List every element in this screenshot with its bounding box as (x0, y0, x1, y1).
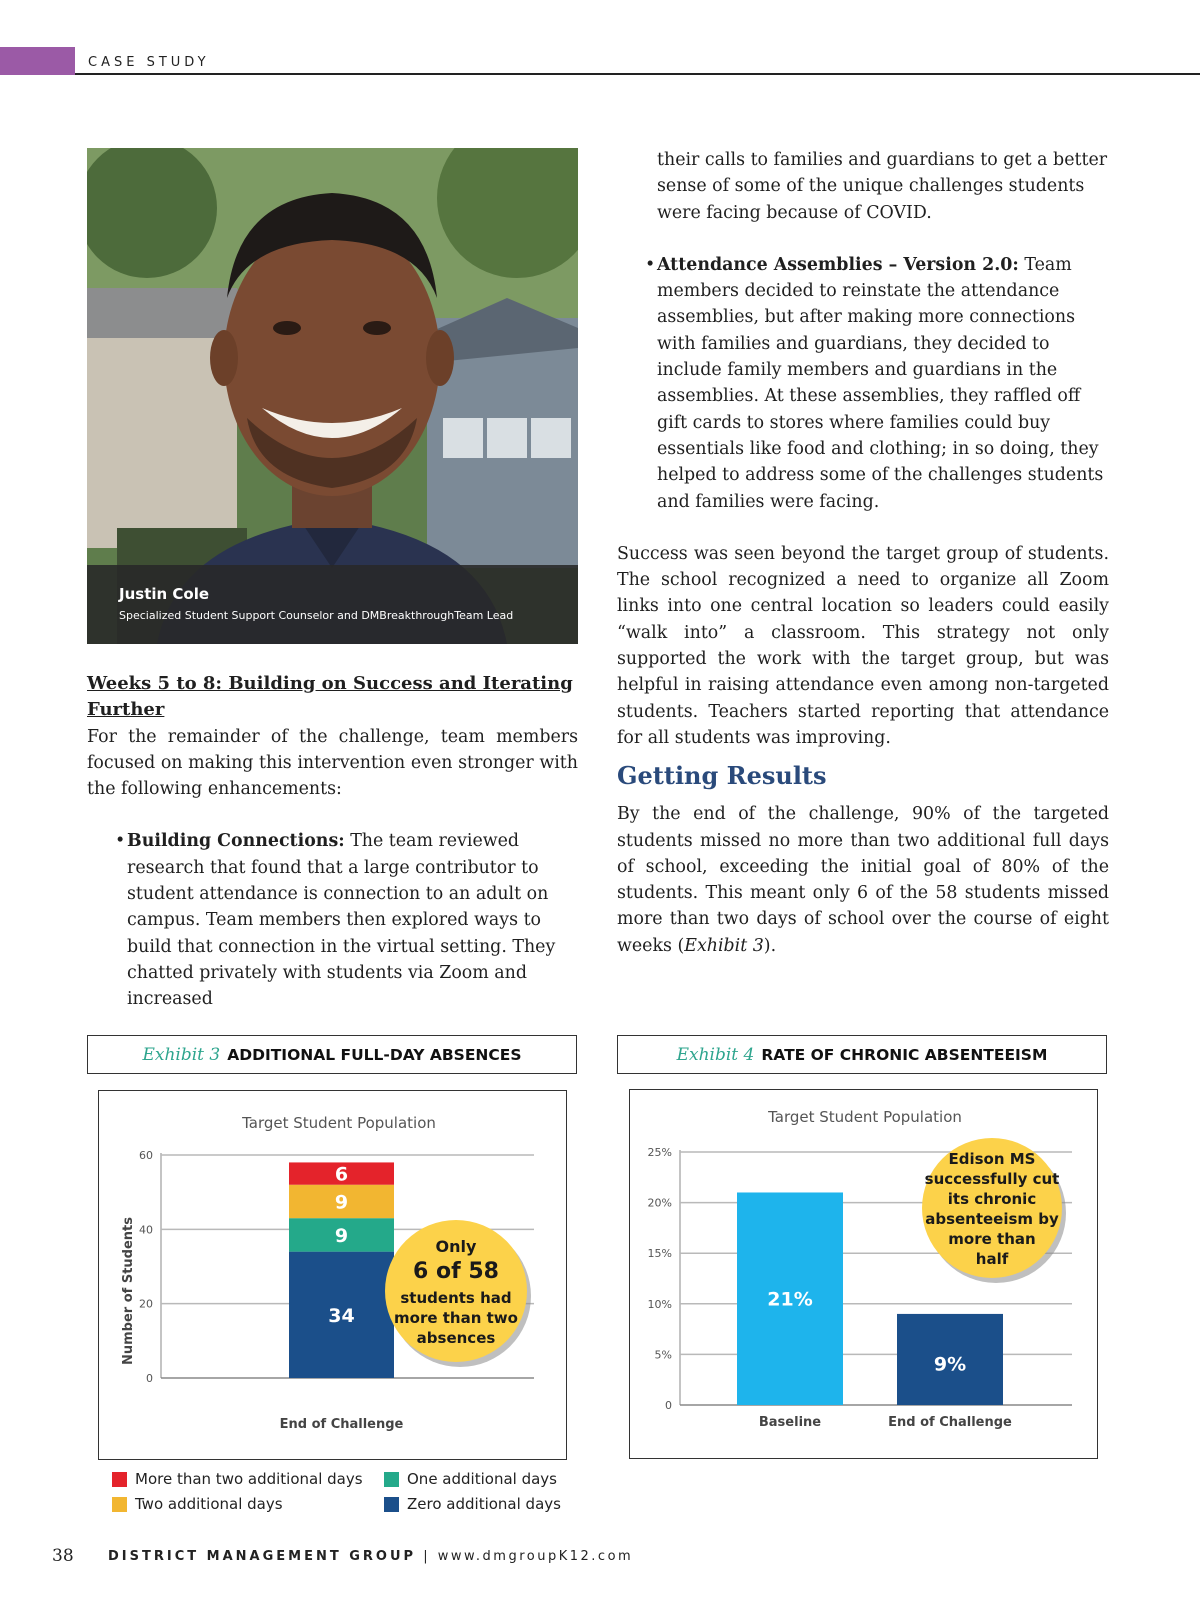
chart1-callout-text: more than two (394, 1309, 518, 1327)
exhibit4-title (617, 1035, 1107, 1074)
chart1-callout-text: students had (400, 1289, 512, 1307)
chart2-title: Target Student Population (768, 1108, 962, 1126)
chart1-data-label: 9 (334, 1191, 349, 1214)
bullet-text: The team reviewed research that found that a large contributor to student attendance is connection to an adult on campus. Team members then explored ways to build that connection in the virtual setting. They chatted privately with students via Zoom and increased (127, 831, 556, 1010)
legend-swatch (384, 1497, 399, 1512)
exhibit-reference: Exhibit 3 (684, 935, 764, 956)
chart2-data-label: 21% (767, 1288, 813, 1311)
header-rule (75, 73, 1200, 75)
results-text-b: ). (763, 935, 777, 956)
caption-title: Specialized Student Support Counselor and DMBreakthroughTeam Lead (119, 609, 514, 622)
chart2-y-tick-label: 5% (654, 1348, 672, 1362)
chart2-callout-text: more than (948, 1230, 1036, 1248)
chart1-data-label: 34 (328, 1304, 355, 1327)
list-item (103, 828, 578, 1012)
footer-org: DISTRICT MANAGEMENT GROUP (108, 1549, 417, 1564)
chart-chronic-absenteeism (629, 1089, 1098, 1459)
chart2-callout-text: absenteeism by (925, 1210, 1059, 1228)
legend-swatch (384, 1472, 399, 1487)
page-number: 38 (52, 1546, 74, 1566)
exhibit3-name: ADDITIONAL FULL-DAY ABSENCES (227, 1045, 522, 1064)
chart1-y-tick-label: 40 (139, 1223, 153, 1237)
bullet-text: Team members decided to reinstate the attendance assemblies, but after making more connections with families and guardians, they decided to include family members and guardians in the assemblies. At these assemblies, they raffled off gift cards to stores where families could buy essentials like food and clothing; in so doing, they helped to address some of the challenges students and families were facing. (657, 254, 1104, 512)
chart2-callout-text: successfully cut (924, 1170, 1060, 1188)
chart1-x-tick-label: End of Challenge (279, 1417, 404, 1432)
exhibit4-number: Exhibit 4 (676, 1044, 755, 1065)
chart2-data-label: 9% (933, 1353, 967, 1376)
chart2-y-tick-label: 25% (647, 1146, 672, 1159)
list-item (633, 252, 1109, 515)
chart1-callout-text: Only (435, 1237, 477, 1256)
chart1-callout-text: 6 of 58 (413, 1259, 499, 1284)
footer-separator: | (423, 1549, 431, 1564)
chart2-y-tick-label: 15% (647, 1247, 672, 1261)
legend-label: More than two additional days (135, 1470, 363, 1488)
chart1-callout-text: absences (416, 1329, 496, 1347)
success-paragraph: Success was seen beyond the target group of students. The school recognized a need to organize all Zoom links into one central location so leaders could easily “walk into” a classroom. This strategy not only supported the work with the target group, but was helpful in raising attendance even among non-targeted students. Teachers started reporting that attendance for all students was improving. (617, 543, 1109, 748)
chart2-x-tick-label: Baseline (758, 1415, 822, 1430)
chart1-y-tick-label: 20 (139, 1297, 153, 1311)
intro-paragraph: For the remainder of the challenge, team members focused on making this intervention even stronger with the following enhancements: (87, 726, 578, 800)
enhancements-list-continued (633, 147, 1109, 515)
legend-swatch (112, 1472, 127, 1487)
chart2-callout-text: its chronic (947, 1190, 1037, 1208)
header-accent-bar (0, 47, 75, 75)
chart2-callout-text: Edison MS (948, 1150, 1036, 1168)
exhibit3-title (87, 1035, 577, 1074)
chart2-x-tick-label: End of Challenge (888, 1415, 1012, 1430)
exhibit4-name: RATE OF CHRONIC ABSENTEEISM (761, 1045, 1048, 1064)
legend-item (384, 1495, 561, 1513)
chart1-y-tick-label: 60 (139, 1149, 153, 1162)
photo-caption (87, 565, 578, 644)
section-label: CASE STUDY (88, 55, 210, 70)
legend-swatch (112, 1497, 127, 1512)
footer-url[interactable]: www.dmgroupK12.com (437, 1549, 634, 1564)
caption-name: Justin Cole (119, 585, 210, 603)
results-paragraph (617, 801, 1109, 959)
legend-item (112, 1495, 283, 1513)
list-item (633, 147, 1109, 226)
chart1-data-label: 6 (334, 1163, 349, 1186)
bullet-lead: Attendance Assemblies – Version 2.0: (657, 254, 1019, 275)
bullet-text: their calls to families and guardians to get a better sense of some of the unique challenges students were facing because of COVID. (657, 150, 1108, 223)
section-heading: Getting Results (617, 761, 827, 791)
exhibit3-number: Exhibit 3 (142, 1044, 221, 1065)
chart2-y-tick-label: 10% (647, 1297, 672, 1311)
section-subheading: Weeks 5 to 8: Building on Success and Iterating Further (87, 673, 573, 721)
bullet-lead: Building Connections: (127, 831, 345, 852)
legend-label: One additional days (407, 1470, 557, 1488)
chart-additional-absences (98, 1090, 567, 1460)
chart1-svg (99, 1091, 565, 1458)
chart1-data-label: 9 (334, 1224, 349, 1247)
chart2-svg (630, 1090, 1096, 1457)
chart2-y-tick-label: 20% (647, 1196, 672, 1210)
chart1-y-axis-label: Number of Students (121, 1216, 136, 1366)
chart2-callout-text: half (975, 1250, 1009, 1268)
chart2-y-tick-label: 0 (665, 1399, 672, 1412)
enhancements-list (103, 828, 578, 1012)
legend-label: Zero additional days (407, 1495, 561, 1513)
footer (108, 1549, 633, 1564)
legend-item (112, 1470, 363, 1488)
portrait-photo (87, 148, 578, 644)
results-text-a: By the end of the challenge, 90% of the targeted students missed no more than two additional full days of school, exceeding the initial goal of 80% of the students. This meant only 6 of the 58 students missed more than two days of school over the course of eight weeks ( (617, 804, 1109, 956)
chart1-title: Target Student Population (242, 1114, 436, 1132)
chart1-y-tick-label: 0 (146, 1372, 153, 1385)
left-column (87, 671, 578, 1013)
legend-label: Two additional days (135, 1495, 283, 1513)
legend-item (384, 1470, 557, 1488)
right-column (617, 147, 1109, 959)
